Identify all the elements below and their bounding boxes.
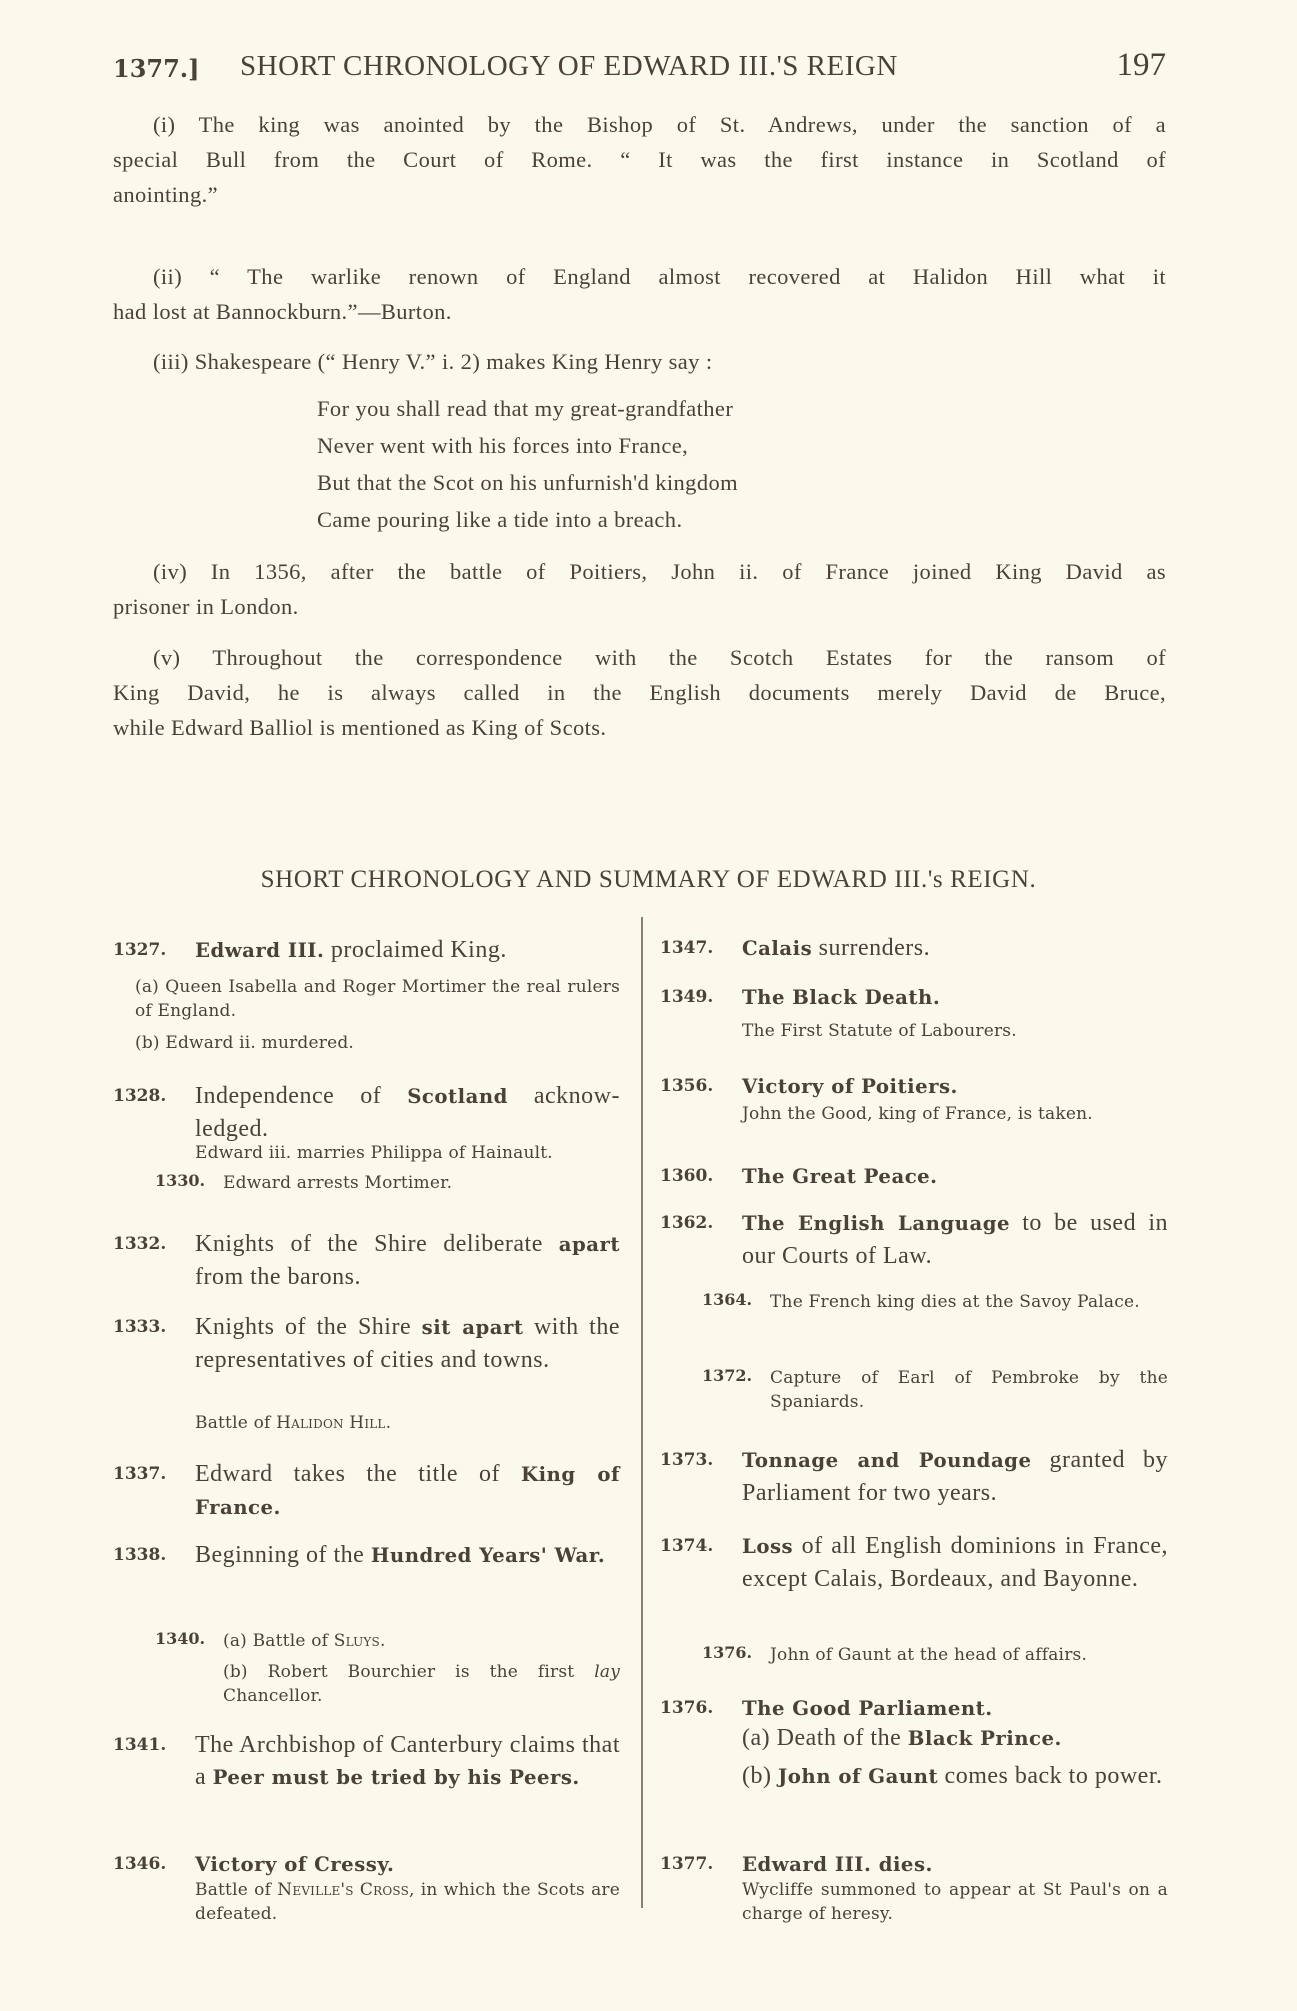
entry-text-segment: Victory of Cressy. [195, 1853, 395, 1876]
note-v [113, 640, 1166, 745]
note-line: (v) Throughout the correspondence with the Scotch Estates for the ransom of [153, 645, 1166, 670]
chronology-entry [660, 1530, 1168, 1595]
chronology-entry [660, 1102, 1168, 1126]
entry-text [742, 1530, 1168, 1595]
entry-text [135, 1031, 620, 1055]
entry-year: 1333. [113, 1317, 167, 1337]
entry-text-segment: Neville's Cross [277, 1880, 410, 1900]
note-line: (ii) “ The warlike renown of England almost recovered at Halidon Hill what it [153, 264, 1166, 289]
entry-text-segment: The Great Peace. [742, 1165, 938, 1188]
entry-text [770, 1366, 1168, 1414]
chronology-entry [113, 1171, 620, 1195]
section-title: SHORT CHRONOLOGY AND SUMMARY OF EDWARD III.'s REIGN. [260, 866, 1037, 893]
entry-year: 1330. [155, 1171, 206, 1190]
entry-year: 1340. [155, 1629, 206, 1648]
chronology-entry [660, 1019, 1168, 1043]
chronology-entry [660, 1722, 1168, 1755]
entry-year: 1373. [660, 1450, 714, 1470]
poem-line: Never went with his forces into France, [317, 433, 689, 458]
chronology-entry [660, 1878, 1168, 1926]
entry-text-segment: sit apart [421, 1316, 524, 1339]
page-number: 197 [1116, 47, 1166, 83]
entry-text [195, 1848, 620, 1881]
poem-line: But that the Scot on his unfurnish'd kingdom [317, 470, 739, 495]
entry-year: 1374. [660, 1536, 714, 1556]
entry-year: 1377. [660, 1854, 714, 1874]
chronology-entry [660, 1160, 1168, 1193]
note-i [113, 107, 1166, 212]
note-line: King David, he is always called in the English documents merely David de Bruce, [113, 680, 1166, 705]
entry-text-segment: with the representatives of cities and towns. [195, 1314, 620, 1373]
entry-text [195, 1458, 620, 1524]
entry-text [742, 932, 1168, 965]
chronology-entry [113, 975, 620, 1023]
note-line: while Edward Balliol is mentioned as King of Scots. [113, 715, 607, 740]
entry-text-segment: apart [558, 1233, 620, 1256]
chronology-entry [660, 1643, 1168, 1667]
entry-text-segment: (b) Robert Bourchier is the first [223, 1662, 595, 1682]
entry-text-segment: Beginning of the [195, 1542, 371, 1568]
chronology-entry [660, 1848, 1168, 1881]
chronology-entry [660, 1444, 1168, 1509]
entry-text-segment: Battle of [195, 1880, 278, 1900]
entry-text [742, 1207, 1168, 1272]
entry-text [195, 1878, 620, 1926]
entry-year: 1376. [660, 1698, 714, 1718]
chronology-entry [113, 1629, 620, 1653]
note-ii [113, 259, 1166, 329]
chronology-entry [113, 1311, 620, 1376]
entry-text [195, 1141, 620, 1165]
entry-text-segment: Victory of Poitiers. [742, 1075, 958, 1098]
entry-text-segment: , in which the Scots are defeated. [195, 1880, 621, 1924]
entry-year: 1327. [113, 940, 167, 960]
entry-text [742, 981, 1168, 1014]
entry-year: 1372. [702, 1366, 753, 1385]
chronology-entry [660, 981, 1168, 1014]
entry-text-segment: Hundred Years' War. [370, 1544, 606, 1567]
entry-year: 1346. [113, 1854, 167, 1874]
entry-text-segment: Independence of [195, 1083, 408, 1109]
entry-text [742, 1019, 1168, 1043]
entry-text-segment: to be used in our Courts of Law. [742, 1210, 1168, 1269]
note-line: prisoner in London. [113, 594, 299, 619]
entry-text-segment: John the Good, king of France, is taken. [742, 1104, 1093, 1124]
entry-text [195, 1539, 620, 1572]
entry-text-segment: of all English dominions in France, except Calais, Bordeaux, and Bayonne. [742, 1533, 1168, 1592]
entry-text [195, 934, 620, 967]
entry-text [742, 1070, 1168, 1103]
chronology-entry [113, 1411, 620, 1435]
poem-quote [317, 390, 738, 538]
chronology-entry [660, 1207, 1168, 1272]
entry-year: 1376. [702, 1643, 753, 1662]
chronology-entry [113, 1878, 620, 1926]
entry-text-segment: (b) [742, 1763, 778, 1789]
entry-text-segment: (a) Queen Isabella and Roger Mortimer the real rulers of England. [135, 977, 620, 1021]
entry-text [223, 1660, 620, 1708]
note-iii [113, 344, 1166, 379]
entry-year: 1332. [113, 1234, 167, 1254]
entry-text-segment: Chancellor. [223, 1686, 323, 1706]
chronology-entry [113, 1539, 620, 1572]
entry-text [195, 1411, 620, 1435]
entry-text-segment: proclaimed King. [324, 937, 507, 963]
entry-year: 1360. [660, 1166, 714, 1186]
entry-text-segment: Scotland [407, 1085, 508, 1108]
running-header [113, 47, 1166, 90]
entry-text [742, 1444, 1168, 1509]
entry-text-segment: Battle of [195, 1413, 277, 1433]
entry-text [223, 1629, 620, 1653]
entry-text [742, 1760, 1168, 1793]
entry-text-segment: Tonnage and Poundage [742, 1449, 1032, 1472]
entry-text-segment: Knights of the Shire [195, 1314, 422, 1340]
note-line: had lost at Bannockburn.”—Burton. [113, 299, 452, 324]
entry-text-segment: Edward III. dies. [742, 1853, 933, 1876]
chronology-entry [660, 932, 1168, 965]
chronology-entry [660, 1692, 1168, 1725]
entry-text-segment: comes back to power. [938, 1763, 1163, 1789]
chronology-entry [113, 1228, 620, 1293]
entry-year: 1347. [660, 938, 714, 958]
entry-text [195, 1729, 620, 1794]
chronology-entry [113, 1141, 620, 1165]
header-title: SHORT CHRONOLOGY OF EDWARD III.'S REIGN [240, 50, 898, 82]
entry-text [742, 1102, 1168, 1126]
entry-text-segment: Wycliffe summoned to appear at St Paul's on a charge of heresy. [742, 1880, 1168, 1924]
entry-text-segment: Loss [742, 1535, 794, 1558]
entry-text-segment: Edward iii. marries Philippa of Hainault. [195, 1143, 553, 1163]
chronology-entry [660, 1290, 1168, 1314]
entry-year: 1328. [113, 1086, 167, 1106]
entry-text [742, 1692, 1168, 1725]
entry-text-segment: The First Statute of Labourers. [742, 1021, 1017, 1041]
entry-text [195, 1228, 620, 1293]
entry-text-segment: granted by Parliament for two years. [742, 1447, 1169, 1506]
entry-year: 1337. [113, 1464, 167, 1484]
entry-year: 1364. [702, 1290, 753, 1309]
entry-text-segment: Calais [742, 937, 813, 960]
entry-text [223, 1171, 620, 1195]
entry-text-segment: The Archbishop of Canterbury claims that a [195, 1732, 620, 1790]
entry-text-segment: (b) Edward ii. murdered. [135, 1033, 355, 1053]
entry-text-segment: (a) Death of the [742, 1725, 908, 1751]
entry-text [770, 1290, 1168, 1314]
chronology-entry [660, 1366, 1168, 1414]
note-line: special Bull from the Court of Rome. “ It was the first instance in Scotland of [113, 147, 1166, 172]
entry-text-segment: surrenders. [812, 935, 931, 961]
entry-text [135, 975, 620, 1023]
entry-text-segment: The Black Death. [742, 986, 941, 1009]
poem-line: Came pouring like a tide into a breach. [317, 507, 683, 532]
entry-text [742, 1848, 1168, 1881]
entry-text-segment: Edward III. [195, 939, 325, 962]
entry-text-segment: Knights of the Shire deliberate [195, 1231, 559, 1257]
chronology-entry [113, 1848, 620, 1881]
entry-text-segment: from the barons. [195, 1264, 361, 1290]
entry-text-segment: John of Gaunt at the head of affairs. [770, 1645, 1088, 1665]
entry-year: 1349. [660, 987, 714, 1007]
header-year: 1377.] [113, 54, 200, 83]
chronology-entry [660, 1070, 1168, 1103]
entry-year: 1341. [113, 1735, 167, 1755]
entry-text-segment: Capture of Earl of Pembroke by the Spaniards. [770, 1368, 1168, 1412]
entry-year: 1362. [660, 1213, 714, 1233]
poem-line: For you shall read that my great-grandfather [317, 396, 734, 421]
entry-text-segment: (a) Battle of [223, 1631, 334, 1651]
entry-text-segment: The French king dies at the Savoy Palace. [770, 1292, 1140, 1312]
entry-text-segment: Peer must be tried by his Peers. [212, 1766, 580, 1789]
entry-text-segment: acknow-ledged. [195, 1083, 620, 1142]
entry-text-segment: The English Language [742, 1212, 1010, 1235]
entry-text-segment: John of Gaunt [777, 1765, 939, 1788]
chronology-entry [660, 1760, 1168, 1793]
entry-year: 1356. [660, 1076, 714, 1096]
entry-text [742, 1878, 1168, 1926]
entry-text-segment: King of France. [195, 1463, 621, 1519]
entry-text [742, 1722, 1168, 1755]
entry-text [770, 1643, 1168, 1667]
note-line: anointing.” [113, 182, 219, 207]
entry-text-segment: Edward arrests Mortimer. [223, 1173, 453, 1193]
entry-text-segment: lay [594, 1662, 620, 1682]
entry-text-segment: Edward takes the title of [195, 1461, 521, 1487]
chronology-entry [113, 1729, 620, 1794]
chronology-entry [113, 1080, 620, 1145]
entry-text-segment: Halidon Hill. [276, 1413, 392, 1433]
chronology-entry [113, 934, 620, 967]
note-line: (iv) In 1356, after the battle of Poitiers, John ii. of France joined King David as [153, 559, 1166, 584]
entry-text [195, 1080, 620, 1145]
entry-text-segment: Sluys. [333, 1631, 386, 1651]
chronology-entry [113, 1458, 620, 1524]
note-line: (i) The king was anointed by the Bishop of St. Andrews, under the sanction of a [153, 112, 1166, 137]
note-line: (iii) Shakespeare (“ Henry V.” i. 2) makes King Henry say : [153, 349, 713, 374]
chronology-entry [113, 1031, 620, 1055]
column-divider [641, 917, 643, 1908]
entry-text-segment: The Good Parliament. [742, 1697, 993, 1720]
entry-text [742, 1160, 1168, 1193]
entry-year: 1338. [113, 1545, 167, 1565]
entry-text [195, 1311, 620, 1376]
entry-text-segment: Black Prince. [907, 1727, 1062, 1750]
note-iv [113, 554, 1166, 624]
chronology-entry [113, 1660, 620, 1708]
